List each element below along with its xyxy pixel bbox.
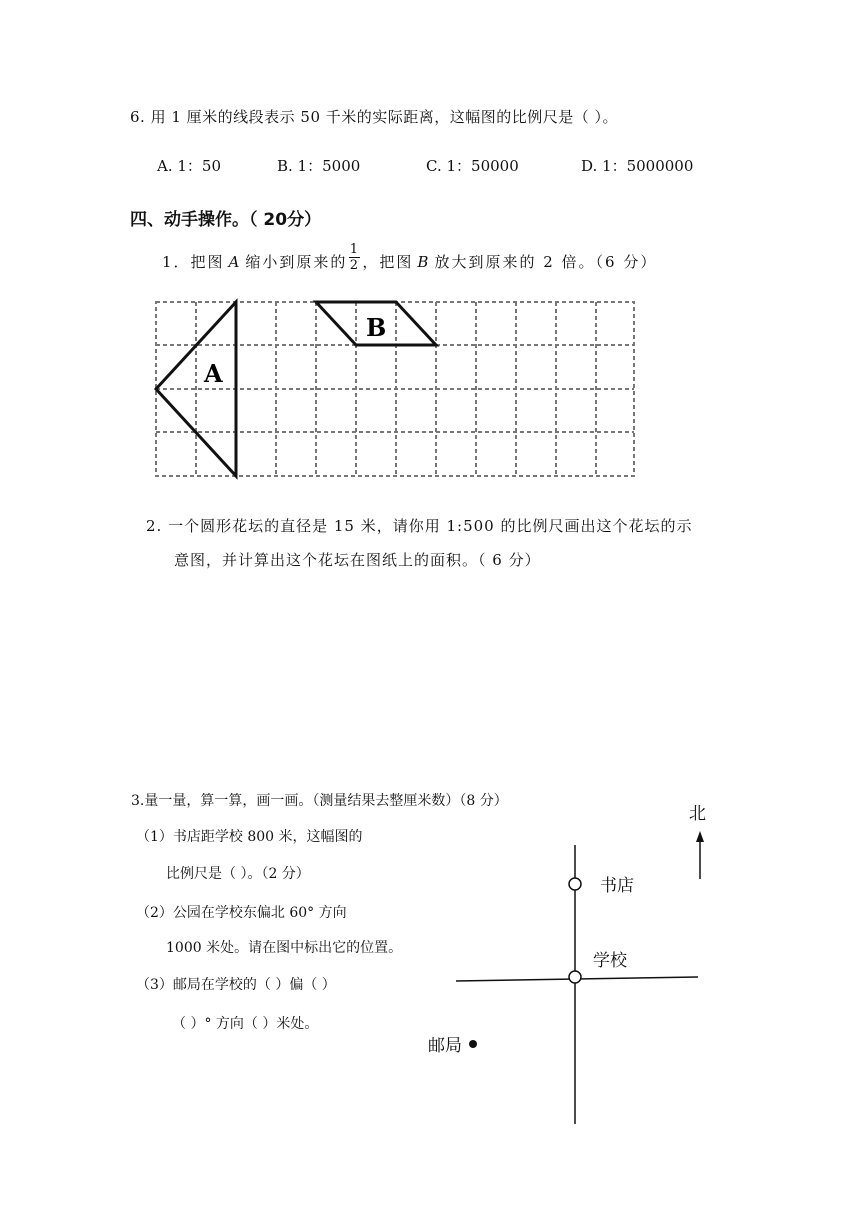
bookstore-label: 书店	[600, 876, 634, 896]
question-3-1-line-1: （1）书店距学校 800 米，这幅图的	[136, 829, 363, 845]
q1-text-1: 1．把图	[162, 253, 225, 271]
question-2-line-1: 2. 一个圆形花坛的直径是 15 米，请你用 1:500 的比例尺画出这个花坛的示	[146, 517, 693, 535]
question-2-line-2: 意图，并计算出这个花坛在图纸上的面积。（ 6 分）	[174, 551, 541, 569]
option-c: C. 1：50000	[426, 157, 519, 175]
q1-text-3: ，把图	[362, 253, 414, 271]
q1-text-4: 放大到原来的 2 倍。（6 分）	[434, 253, 658, 271]
question-3-3-line-1: （3）邮局在学校的（ ）偏（ ）	[136, 977, 336, 993]
question-3-1-line-2: 比例尺是（ ）。（2 分）	[166, 866, 310, 882]
q1-text-2: 缩小到原来的	[245, 253, 348, 271]
post-office-marker	[469, 1040, 477, 1048]
dashed-grid	[156, 302, 634, 476]
fraction-denominator: 2	[349, 258, 361, 273]
north-arrow-head	[696, 831, 704, 842]
school-label: 学校	[593, 951, 627, 971]
question-3-3-line-2: （ ）° 方向（ ）米处。	[172, 1016, 319, 1032]
school-marker	[569, 971, 581, 983]
north-label: 北	[689, 804, 706, 824]
post-office-label: 邮局	[428, 1036, 462, 1056]
question-3-2-line-1: （2）公园在学校东偏北 60° 方向	[136, 905, 347, 921]
section-heading: 四、动手操作。（ 20分）	[130, 210, 322, 230]
triangle-a-label: A	[204, 359, 223, 388]
fraction-numerator: 1	[349, 242, 361, 257]
parallelogram-b-label: B	[366, 313, 387, 342]
bookstore-marker	[569, 878, 581, 890]
question-6: 6. 用 1 厘米的线段表示 50 千米的实际距离，这幅图的比例尺是（ ）。	[130, 108, 619, 126]
q1-figure-b-ref: B	[417, 252, 431, 271]
q1-figure-a-ref: A	[228, 252, 242, 271]
option-a: A. 1：50	[157, 157, 221, 175]
question-3-2-line-2: 1000 米处。请在图中标出它的位置。	[166, 940, 403, 956]
question-3-title: 3.量一量，算一算，画一画。（测量结果去整厘米数）（8 分）	[131, 793, 508, 809]
option-b: B. 1：5000	[277, 157, 361, 175]
option-d: D. 1：5000000	[581, 157, 694, 175]
